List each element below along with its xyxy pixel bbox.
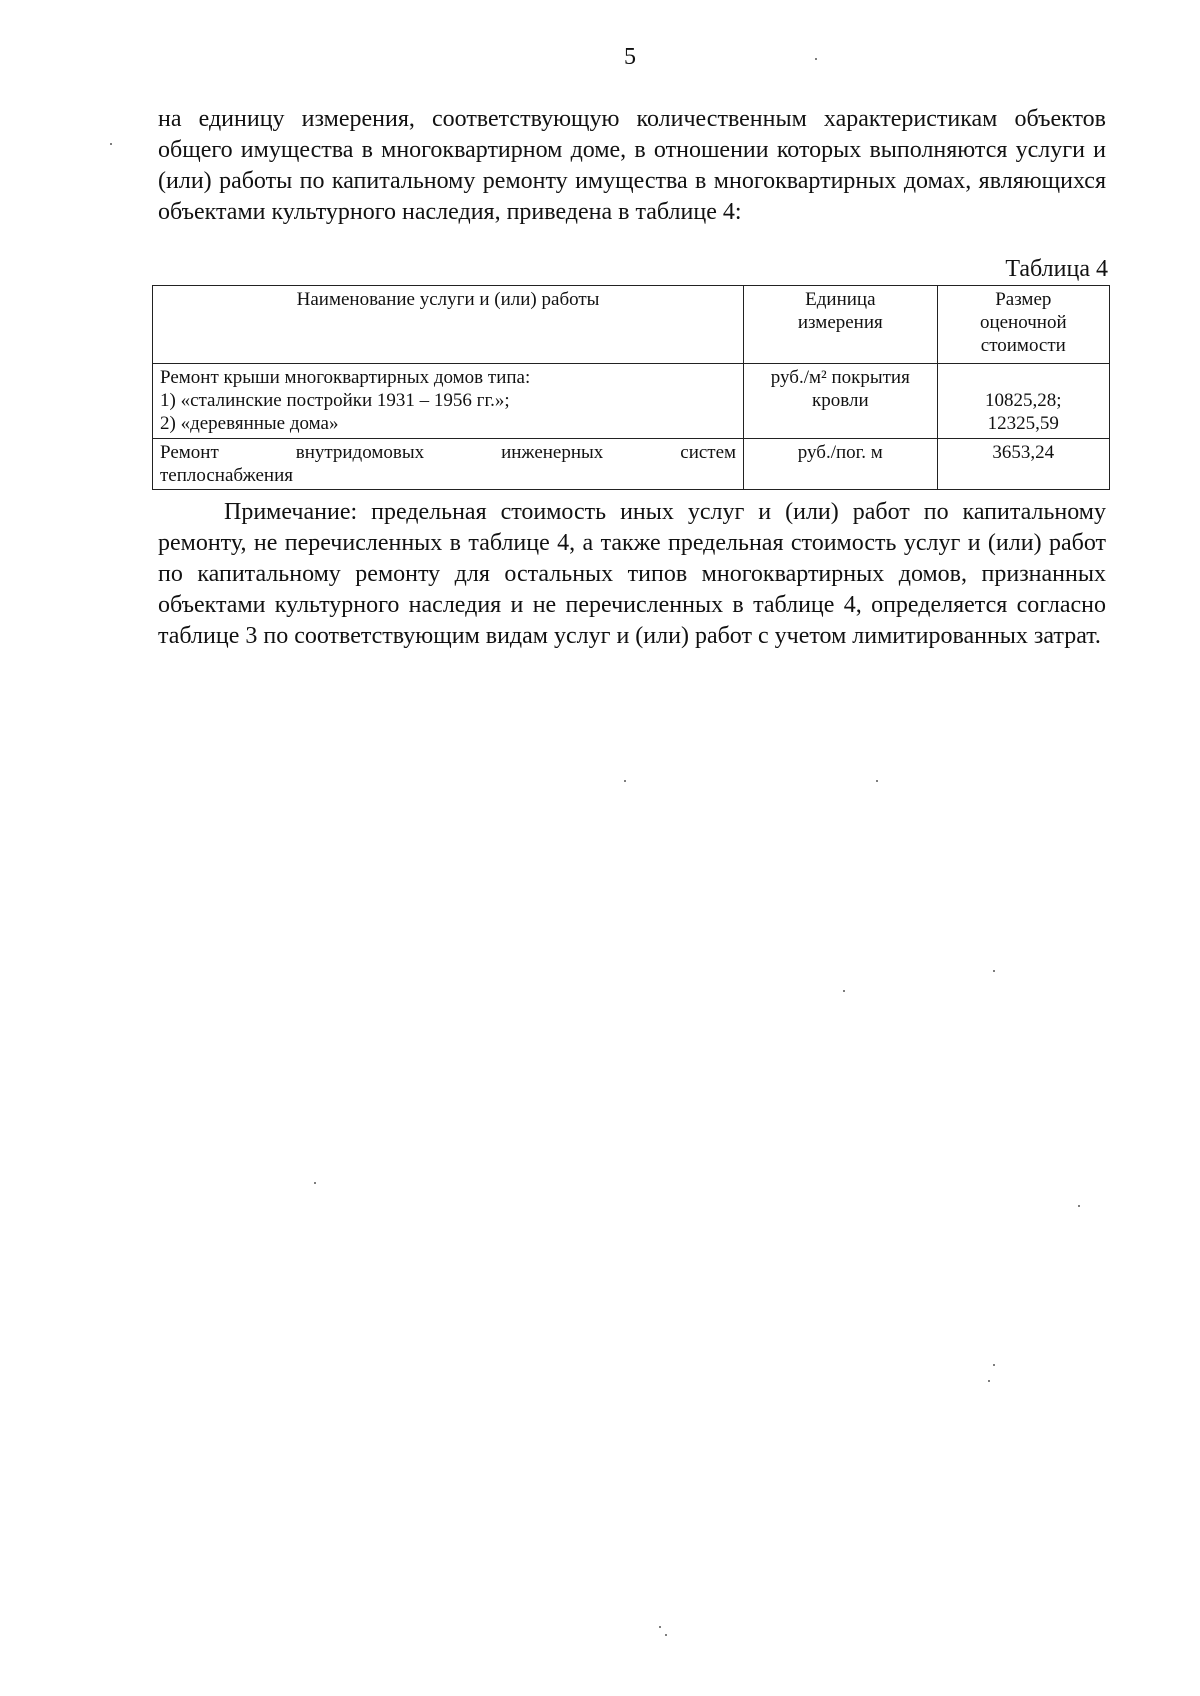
roof-cost-line1: 10825,28; bbox=[985, 390, 1062, 411]
cell-cost bbox=[937, 439, 1109, 490]
cell-unit bbox=[744, 364, 938, 439]
header-service-name-text: Наименование услуги и (или) работы bbox=[296, 289, 600, 310]
roof-cost-stack bbox=[945, 366, 1102, 435]
scan-speck bbox=[1078, 1205, 1080, 1207]
table-caption: Таблица 4 bbox=[1005, 256, 1108, 282]
scan-speck bbox=[659, 1626, 661, 1628]
cell-cost bbox=[937, 364, 1109, 439]
scan-speck bbox=[665, 1634, 667, 1636]
scan-speck bbox=[314, 1182, 316, 1184]
header-cost-line2: оценочной bbox=[979, 312, 1067, 333]
scan-speck bbox=[815, 58, 817, 60]
header-cost bbox=[937, 286, 1109, 364]
header-cost-line3: стоимости bbox=[980, 335, 1066, 356]
heating-name-line2: теплоснабжения bbox=[160, 465, 293, 486]
roof-name-line2: 1) «сталинские постройки 1931 – 1956 гг.»; bbox=[160, 390, 510, 411]
table-row bbox=[153, 364, 1110, 439]
scan-speck bbox=[993, 1364, 995, 1366]
scan-speck bbox=[993, 970, 995, 972]
table-header-row bbox=[153, 286, 1110, 364]
roof-name-line1: Ремонт крыши многоквартирных домов типа: bbox=[160, 367, 531, 388]
header-cost-line1: Размер bbox=[995, 289, 1052, 310]
heating-unit: руб./пог. м bbox=[797, 442, 883, 463]
cell-service-name bbox=[153, 439, 744, 490]
services-cost-table bbox=[152, 285, 1110, 490]
page-number: 5 bbox=[624, 44, 636, 70]
heating-cost: 3653,24 bbox=[992, 442, 1055, 463]
roof-unit-line2: кровли bbox=[812, 390, 869, 411]
header-service-name bbox=[153, 286, 744, 364]
scan-speck bbox=[876, 780, 878, 782]
scan-speck bbox=[988, 1380, 990, 1382]
header-unit bbox=[744, 286, 938, 364]
roof-cost-line2: 12325,59 bbox=[987, 413, 1059, 434]
note-paragraph: Примечание: предельная стоимость иных услуг и (или) работ по капитальному ремонту, не перечисленных в таблице 4, а также предельная стоимость услуг и (или) работ по капитальному ремонту для остальных типов многоквартирных домов, признанных объектами культурного наследия и не перечисленных в таблице 4, определяется согласно таблице 3 по соответствующим видам услуг и (или) работ с учетом лимитированных затрат. bbox=[158, 499, 1106, 649]
scan-speck bbox=[110, 143, 112, 145]
scan-speck bbox=[624, 780, 626, 782]
roof-unit-line1: руб./м² покрытия bbox=[770, 367, 910, 388]
header-unit-line2: измерения bbox=[797, 312, 883, 333]
table-row bbox=[153, 439, 1110, 490]
roof-name-line3: 2) «деревянные дома» bbox=[160, 413, 339, 434]
cell-service-name bbox=[153, 364, 744, 439]
cell-unit bbox=[744, 439, 938, 490]
heating-name-line1: Ремонт внутридомовых инженерных систем bbox=[160, 442, 737, 463]
intro-paragraph: на единицу измерения, соответствующую количественным характеристикам объектов общего имущества в многоквартирном доме, в отношении которых выполняются услуги и (или) работы по капитальному ремонту имущества в многоквартирных домах, являющихся объектами культурного наследия, приведена в таблице 4: bbox=[158, 106, 1106, 225]
scan-speck bbox=[843, 990, 845, 992]
header-unit-line1: Единица bbox=[805, 289, 876, 310]
